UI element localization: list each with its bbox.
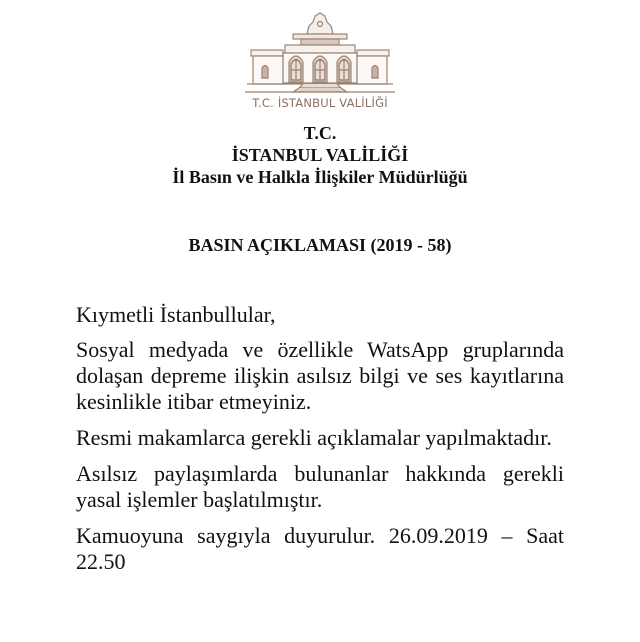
document-body [76, 302, 564, 585]
header-line-governorship: İSTANBUL VALİLİĞİ [231, 145, 409, 165]
paragraph-warning: Sosyal medyada ve özellikle WatsApp gruplarında dolaşan depreme ilişkin asılsız bilgi ve ses kayıtlarına kesinlikle itibar etmeyiniz. [76, 337, 564, 414]
paragraph-closing: Kamuoyuna saygıyla duyurulur. 26.09.2019 – Saat 22.50 [76, 523, 564, 574]
governorship-logo [243, 8, 397, 112]
header-line-directorate: İl Basın ve Halkla İlişkiler Müdürlüğü [172, 167, 468, 187]
paragraph-legal-action: Asılsız paylaşımlarda bulunanlar hakkında gerekli yasal işlemler başlatılmıştır. [76, 461, 564, 512]
document-title: BASIN AÇIKLAMASI (2019 - 58) [188, 235, 452, 255]
paragraph-official-statements: Resmi makamlarca gerekli açıklamalar yapılmaktadır. [76, 425, 552, 450]
logo-caption: T.C. İSTANBUL VALİLİĞİ [252, 96, 388, 110]
building-icon [243, 8, 397, 96]
paragraph-greeting: Kıymetli İstanbullular, [76, 302, 276, 327]
letterhead [0, 122, 640, 188]
header-line-tc: T.C. [303, 123, 337, 143]
